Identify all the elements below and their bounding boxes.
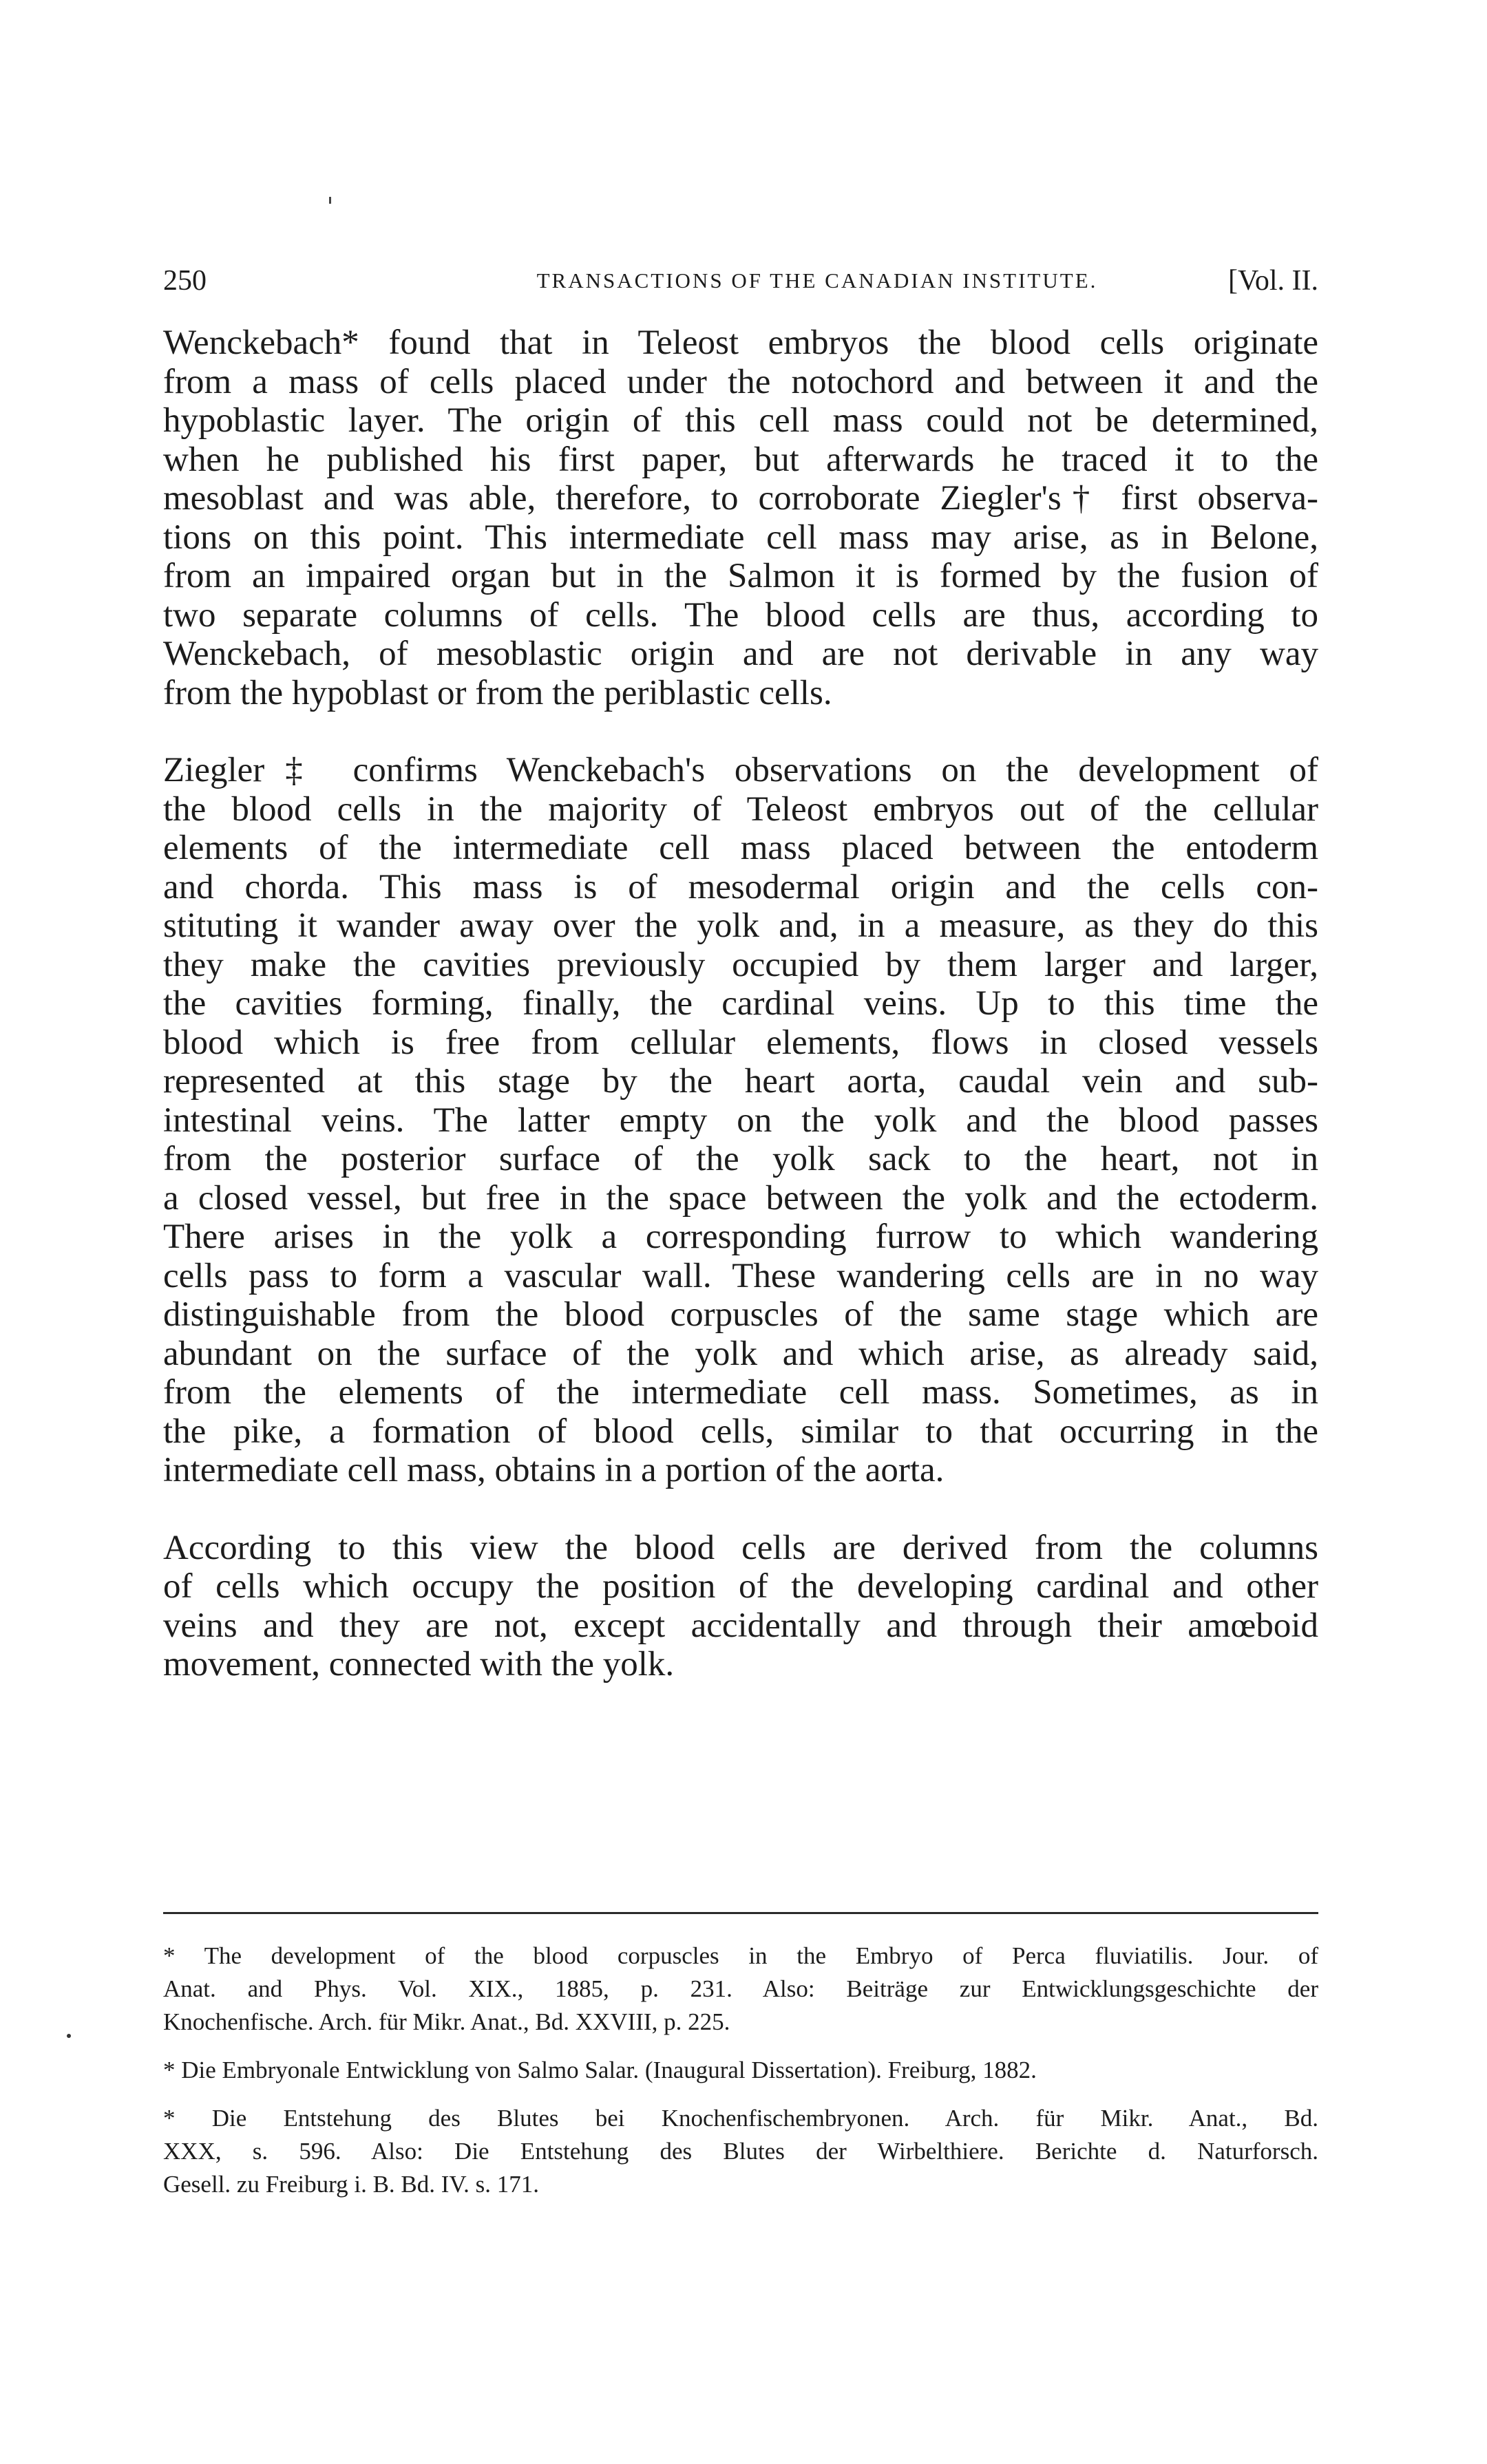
text-line: when he published his first paper, but afterwards he traced it to the — [163, 440, 1318, 479]
journal-title: TRANSACTIONS OF THE CANADIAN INSTITUTE. — [536, 268, 1098, 293]
text-line: abundant on the surface of the yolk and which arise, as already said, — [163, 1334, 1318, 1373]
footnote-line: * Die Entstehung des Blutes bei Knochenfischembryonen. Arch. für Mikr. Anat., Bd. — [163, 2105, 1318, 2132]
text-line: distinguishable from the blood corpuscles of the same stage which are — [163, 1295, 1318, 1334]
footnote-divider — [163, 1912, 1318, 1914]
text-line: stituting it wander away over the yolk and, in a measure, as they do this — [163, 906, 1318, 945]
text-line: from the hypoblast or from the periblastic cells. — [163, 673, 832, 712]
text-line: intestinal veins. The latter empty on the yolk and the blood passes — [163, 1101, 1318, 1140]
text-line: and chorda. This mass is of mesodermal origin and the cells con- — [163, 867, 1318, 906]
stray-dot — [67, 2034, 71, 2038]
text-line: the blood cells in the majority of Teleost embryos out of the cellular — [163, 789, 1318, 829]
footnote-line: * Die Embryonale Entwicklung von Salmo Salar. (Inaugural Dissertation). Freiburg, 1882. — [163, 2057, 1037, 2083]
text-line: movement, connected with the yolk. — [163, 1645, 675, 1684]
paragraph-ziegler — [163, 751, 1318, 1490]
text-line: from the elements of the intermediate cell mass. Sometimes, as in — [163, 1373, 1318, 1412]
text-line: elements of the intermediate cell mass placed between the entoderm — [163, 829, 1318, 867]
footnote-line: Anat. and Phys. Vol. XIX., 1885, p. 231. Also: Beiträge zur Entwicklungsgeschichte der — [163, 1975, 1318, 2002]
volume-label: [Vol. II. — [1227, 265, 1318, 297]
text-line: a closed vessel, but free in the space between the yolk and the ectoderm. — [163, 1178, 1318, 1218]
text-line: the cavities forming, finally, the cardinal veins. Up to this time the — [163, 984, 1318, 1023]
text-line: mesoblast and was able, therefore, to corroborate Ziegler's† first observa- — [163, 479, 1318, 518]
text-line: from a mass of cells placed under the notochord and between it and the — [163, 362, 1318, 401]
footnotes — [163, 1940, 1318, 2201]
text-line: veins and they are not, except accidentally and through their amœboid — [163, 1606, 1318, 1645]
text-line: Ziegler‡ confirms Wenckebach's observations on the development of — [163, 751, 1318, 789]
footnote-line: Knochenfische. Arch. für Mikr. Anat., Bd. XXVIII, p. 225. — [163, 2008, 730, 2035]
text-line: represented at this stage by the heart aorta, caudal vein and sub- — [163, 1062, 1318, 1101]
paragraph-wenckebach — [163, 323, 1318, 712]
footnote-3 — [163, 2102, 1318, 2201]
footnote-1 — [163, 1940, 1318, 2039]
text-line: Wenckebach* found that in Teleost embryos the blood cells originate — [163, 323, 1318, 362]
text-line: they make the cavities previously occupied by them larger and larger, — [163, 945, 1318, 984]
text-line: the pike, a formation of blood cells, similar to that occurring in the — [163, 1412, 1318, 1451]
body-text — [163, 323, 1318, 1684]
text-line: cells pass to form a vascular wall. These wandering cells are in no way — [163, 1256, 1318, 1295]
text-line: blood which is free from cellular elements, flows in closed vessels — [163, 1023, 1318, 1062]
text-line: Wenckebach, of mesoblastic origin and are not derivable in any way — [163, 635, 1318, 673]
text-line: According to this view the blood cells are derived from the columns — [163, 1528, 1318, 1567]
page-number: 250 — [163, 265, 207, 297]
text-line: from an impaired organ but in the Salmon it is formed by the fusion of — [163, 557, 1318, 595]
text-line: There arises in the yolk a corresponding furrow to which wandering — [163, 1218, 1318, 1256]
footnote-line: * The development of the blood corpuscles in the Embryo of Perca fluviatilis. Jour. of — [163, 1942, 1318, 1969]
text-line: of cells which occupy the position of the developing cardinal and other — [163, 1567, 1318, 1606]
running-head — [163, 260, 1318, 301]
footnote-line: XXX, s. 596. Also: Die Entstehung des Blutes der Wirbelthiere. Berichte d. Naturforsch. — [163, 2138, 1318, 2165]
paragraph-conclusion — [163, 1529, 1318, 1684]
footnote-line: Gesell. zu Freiburg i. B. Bd. IV. s. 171. — [163, 2171, 540, 2198]
text-line: intermediate cell mass, obtains in a portion of the aorta. — [163, 1451, 945, 1489]
footnote-2 — [163, 2054, 1318, 2087]
text-line: hypoblastic layer. The origin of this cell mass could not be determined, — [163, 401, 1318, 440]
text-line: from the posterior surface of the yolk sack to the heart, not in — [163, 1140, 1318, 1178]
stray-mark — [329, 197, 331, 204]
text-line: tions on this point. This intermediate cell mass may arise, as in Belone, — [163, 518, 1318, 557]
text-line: two separate columns of cells. The blood cells are thus, according to — [163, 595, 1318, 635]
